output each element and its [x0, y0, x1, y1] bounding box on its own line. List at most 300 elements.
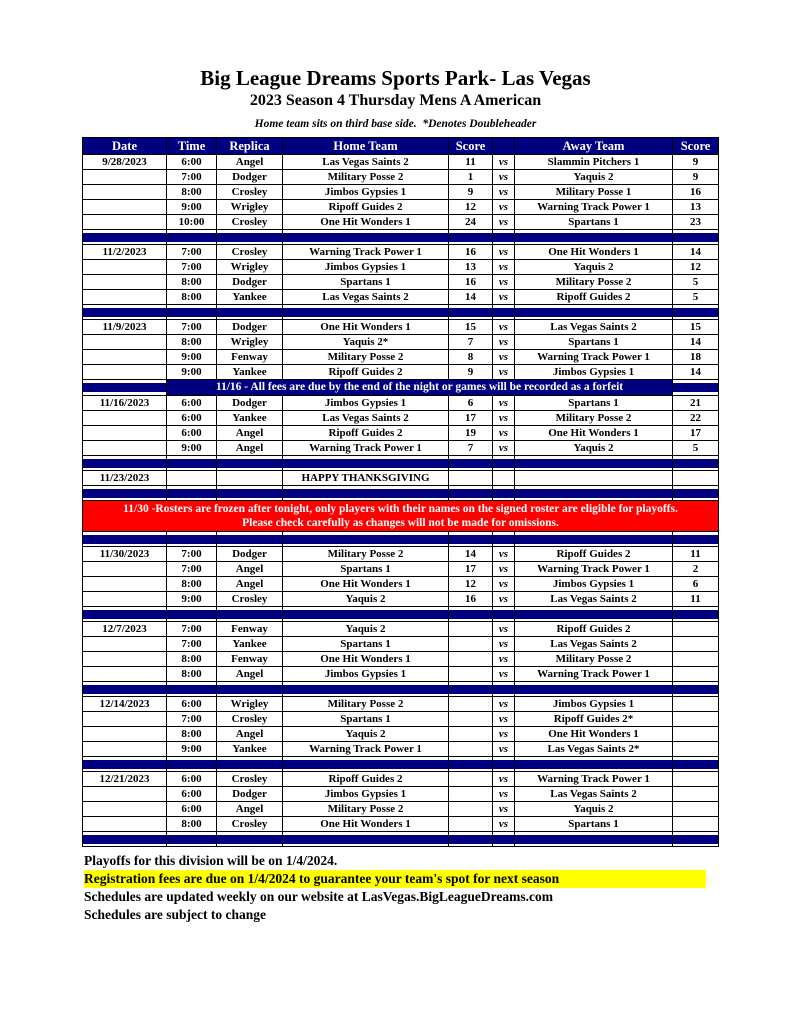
home-team-cell: Spartans 1: [283, 712, 449, 727]
home-team-cell: Las Vegas Saints 2: [283, 155, 449, 170]
game-row: [83, 772, 719, 787]
time-cell: 9:00: [167, 365, 217, 380]
separator-cell: [283, 305, 449, 320]
away-team-cell: Las Vegas Saints 2*: [515, 742, 673, 757]
date-cell: [83, 802, 167, 817]
game-row: [83, 787, 719, 802]
game-row: [83, 817, 719, 832]
home-team-cell: Military Posse 2: [283, 697, 449, 712]
vs-cell: vs: [493, 396, 515, 411]
replica-cell: Angel: [217, 577, 283, 592]
away-score-cell: 13: [673, 200, 719, 215]
separator-cell: [217, 456, 283, 471]
away-team-cell: Las Vegas Saints 2: [515, 787, 673, 802]
replica-cell: Crosley: [217, 712, 283, 727]
date-cell: 12/14/2023: [83, 697, 167, 712]
home-score-cell: 7: [449, 335, 493, 350]
fees-notice-cell: 11/16 - All fees are due by the end of the night or games will be recorded as a forfeit: [167, 380, 673, 396]
home-team-cell: Jimbos Gypsies 1: [283, 396, 449, 411]
separator-cell: [673, 456, 719, 471]
column-header-away-team: Away Team: [515, 138, 673, 155]
separator-cell: [493, 682, 515, 697]
replica-cell: Angel: [217, 667, 283, 682]
vs-cell: vs: [493, 185, 515, 200]
vs-cell: vs: [493, 727, 515, 742]
replica-cell: Fenway: [217, 652, 283, 667]
date-cell: [83, 170, 167, 185]
time-cell: 6:00: [167, 155, 217, 170]
game-row: [83, 350, 719, 365]
home-score-cell: 8: [449, 350, 493, 365]
away-team-cell: Spartans 1: [515, 215, 673, 230]
replica-cell: Crosley: [217, 817, 283, 832]
vs-cell: [493, 471, 515, 486]
separator-cell: [283, 607, 449, 622]
vs-cell: vs: [493, 802, 515, 817]
away-team-cell: Yaquis 2: [515, 170, 673, 185]
separator-cell: [217, 682, 283, 697]
separator-cell: [83, 230, 167, 245]
separator-row: [83, 607, 719, 622]
column-header-date: Date: [83, 138, 167, 155]
separator-cell: [83, 532, 167, 547]
away-team-cell: Jimbos Gypsies 1: [515, 365, 673, 380]
home-score-cell: 12: [449, 200, 493, 215]
away-team-cell: Ripoff Guides 2: [515, 547, 673, 562]
separator-cell: [217, 532, 283, 547]
home-score-cell: 14: [449, 547, 493, 562]
vs-cell: vs: [493, 275, 515, 290]
page-subtitle: 2023 Season 4 Thursday Mens A American: [249, 92, 542, 109]
home-score-cell: 16: [449, 592, 493, 607]
vs-cell: vs: [493, 441, 515, 456]
separator-row: [83, 305, 719, 320]
vs-cell: vs: [493, 622, 515, 637]
time-cell: 7:00: [167, 245, 217, 260]
away-team-cell: [515, 471, 673, 486]
column-header-replica: Replica: [217, 138, 283, 155]
away-team-cell: Las Vegas Saints 2: [515, 320, 673, 335]
away-team-cell: Warning Track Power 1: [515, 350, 673, 365]
home-team-cell: Spartans 1: [283, 562, 449, 577]
replica-cell: Yankee: [217, 411, 283, 426]
away-team-cell: Las Vegas Saints 2: [515, 637, 673, 652]
time-cell: 8:00: [167, 667, 217, 682]
separator-cell: [217, 305, 283, 320]
home-team-cell: Ripoff Guides 2: [283, 772, 449, 787]
separator-cell: [673, 532, 719, 547]
vs-cell: vs: [493, 637, 515, 652]
date-cell: [83, 652, 167, 667]
game-row: [83, 170, 719, 185]
home-score-cell: 15: [449, 320, 493, 335]
away-team-cell: Ripoff Guides 2*: [515, 712, 673, 727]
home-team-cell: One Hit Wonders 1: [283, 215, 449, 230]
away-team-cell: Yaquis 2: [515, 260, 673, 275]
away-score-cell: 17: [673, 426, 719, 441]
separator-cell: [217, 757, 283, 772]
away-score-cell: 16: [673, 185, 719, 200]
separator-cell: [283, 682, 449, 697]
replica-cell: Crosley: [217, 245, 283, 260]
home-team-cell: Warning Track Power 1: [283, 742, 449, 757]
vs-cell: vs: [493, 350, 515, 365]
game-row: [83, 215, 719, 230]
away-score-cell: 22: [673, 411, 719, 426]
game-row: [83, 396, 719, 411]
replica-cell: Wrigley: [217, 200, 283, 215]
game-row: [83, 637, 719, 652]
home-score-cell: 17: [449, 411, 493, 426]
away-score-cell: [673, 787, 719, 802]
separator-cell: [449, 607, 493, 622]
game-row: [83, 185, 719, 200]
home-score-cell: 9: [449, 185, 493, 200]
separator-cell: [673, 607, 719, 622]
separator-row: [83, 682, 719, 697]
home-score-cell: 6: [449, 396, 493, 411]
vs-cell: vs: [493, 290, 515, 305]
home-team-cell: Jimbos Gypsies 1: [283, 185, 449, 200]
away-team-cell: Spartans 1: [515, 335, 673, 350]
replica-cell: Wrigley: [217, 697, 283, 712]
home-team-cell: Jimbos Gypsies 1: [283, 260, 449, 275]
separator-cell: [217, 832, 283, 847]
home-score-cell: [449, 817, 493, 832]
home-score-cell: 9: [449, 365, 493, 380]
away-team-cell: One Hit Wonders 1: [515, 245, 673, 260]
separator-cell: [493, 832, 515, 847]
date-cell: [83, 365, 167, 380]
replica-cell: Fenway: [217, 350, 283, 365]
away-score-cell: 5: [673, 441, 719, 456]
away-team-cell: Ripoff Guides 2: [515, 622, 673, 637]
separator-cell: [167, 682, 217, 697]
home-team-cell: Spartans 1: [283, 275, 449, 290]
column-header-away-score: Score: [673, 138, 719, 155]
replica-cell: Dodger: [217, 320, 283, 335]
home-team-cell: Warning Track Power 1: [283, 441, 449, 456]
separator-cell: [493, 607, 515, 622]
away-score-cell: [673, 697, 719, 712]
replica-cell: Wrigley: [217, 260, 283, 275]
separator-cell: [167, 486, 217, 501]
separator-cell: [449, 682, 493, 697]
date-cell: [83, 290, 167, 305]
date-cell: 11/30/2023: [83, 547, 167, 562]
away-score-cell: 14: [673, 335, 719, 350]
home-score-cell: [449, 697, 493, 712]
separator-cell: [283, 486, 449, 501]
home-team-cell: Las Vegas Saints 2: [283, 411, 449, 426]
away-score-cell: 9: [673, 170, 719, 185]
game-row: [83, 275, 719, 290]
replica-cell: Crosley: [217, 215, 283, 230]
game-row: [83, 365, 719, 380]
home-score-cell: 7: [449, 441, 493, 456]
away-team-cell: Jimbos Gypsies 1: [515, 577, 673, 592]
vs-cell: vs: [493, 335, 515, 350]
separator-row: [83, 532, 719, 547]
time-cell: 7:00: [167, 320, 217, 335]
separator-cell: [217, 607, 283, 622]
replica-cell: Yankee: [217, 290, 283, 305]
home-score-cell: 19: [449, 426, 493, 441]
home-team-cell: Yaquis 2: [283, 622, 449, 637]
away-score-cell: 6: [673, 577, 719, 592]
footer-website-note: Schedules are updated weekly on our website at LasVegas.BigLeagueDreams.com: [84, 889, 554, 904]
separator-cell: [673, 486, 719, 501]
separator-cell: [449, 305, 493, 320]
vs-cell: vs: [493, 365, 515, 380]
away-team-cell: Jimbos Gypsies 1: [515, 697, 673, 712]
separator-row: [83, 486, 719, 501]
separator-cell: [673, 757, 719, 772]
game-row: [83, 712, 719, 727]
away-team-cell: Spartans 1: [515, 396, 673, 411]
vs-cell: vs: [493, 245, 515, 260]
separator-cell: [283, 230, 449, 245]
separator-cell: [515, 607, 673, 622]
date-cell: 11/16/2023: [83, 396, 167, 411]
away-team-cell: Military Posse 2: [515, 275, 673, 290]
time-cell: 8:00: [167, 185, 217, 200]
separator-cell: [515, 486, 673, 501]
separator-cell: [167, 607, 217, 622]
date-cell: [83, 426, 167, 441]
replica-cell: Yankee: [217, 365, 283, 380]
separator-cell: [673, 230, 719, 245]
time-cell: 7:00: [167, 712, 217, 727]
game-row: [83, 155, 719, 170]
vs-cell: vs: [493, 667, 515, 682]
vs-cell: vs: [493, 712, 515, 727]
date-cell: [83, 260, 167, 275]
away-score-cell: 5: [673, 290, 719, 305]
away-score-cell: 23: [673, 215, 719, 230]
replica-cell: [217, 471, 283, 486]
replica-cell: Yankee: [217, 742, 283, 757]
home-score-cell: [449, 742, 493, 757]
vs-cell: vs: [493, 562, 515, 577]
vs-cell: vs: [493, 547, 515, 562]
home-team-cell: Jimbos Gypsies 1: [283, 667, 449, 682]
roster-freeze-notice-line: 11/30 -Rosters are frozen after tonight, only players with their names on the signed roster are eligible for playoffs.: [123, 503, 678, 515]
date-cell: [83, 727, 167, 742]
home-score-cell: [449, 712, 493, 727]
date-cell: 11/2/2023: [83, 245, 167, 260]
game-row: [83, 320, 719, 335]
notice-navy-row: [83, 380, 719, 396]
vs-cell: vs: [493, 652, 515, 667]
vs-cell: vs: [493, 155, 515, 170]
date-cell: [83, 787, 167, 802]
home-score-cell: [449, 802, 493, 817]
game-row: [83, 667, 719, 682]
away-team-cell: One Hit Wonders 1: [515, 727, 673, 742]
notice-edge-cell: [83, 380, 167, 396]
replica-cell: Dodger: [217, 170, 283, 185]
separator-cell: [449, 230, 493, 245]
vs-cell: vs: [493, 170, 515, 185]
replica-cell: Yankee: [217, 637, 283, 652]
home-team-cell: Military Posse 2: [283, 802, 449, 817]
vs-cell: vs: [493, 215, 515, 230]
away-score-cell: 11: [673, 592, 719, 607]
home-team-cell: Las Vegas Saints 2: [283, 290, 449, 305]
home-score-cell: [449, 727, 493, 742]
date-cell: [83, 411, 167, 426]
vs-cell: vs: [493, 200, 515, 215]
time-cell: 9:00: [167, 350, 217, 365]
date-cell: [83, 817, 167, 832]
date-cell: [83, 185, 167, 200]
away-score-cell: [673, 712, 719, 727]
time-cell: 6:00: [167, 787, 217, 802]
replica-cell: Angel: [217, 727, 283, 742]
separator-cell: [83, 456, 167, 471]
vs-cell: vs: [493, 787, 515, 802]
away-score-cell: 5: [673, 275, 719, 290]
date-cell: 9/28/2023: [83, 155, 167, 170]
home-score-cell: 11: [449, 155, 493, 170]
notice-red-row: [83, 501, 719, 532]
game-row: [83, 697, 719, 712]
away-score-cell: 9: [673, 155, 719, 170]
game-row: [83, 802, 719, 817]
time-cell: 6:00: [167, 396, 217, 411]
separator-cell: [515, 532, 673, 547]
separator-cell: [83, 486, 167, 501]
home-team-cell: One Hit Wonders 1: [283, 577, 449, 592]
table-header-row: [83, 138, 719, 155]
away-score-cell: 21: [673, 396, 719, 411]
vs-cell: vs: [493, 411, 515, 426]
home-team-note: Home team sits on third base side. *Denotes Doubleheader: [254, 118, 537, 130]
time-cell: 8:00: [167, 652, 217, 667]
date-cell: [83, 637, 167, 652]
time-cell: 8:00: [167, 577, 217, 592]
away-score-cell: [673, 742, 719, 757]
replica-cell: Angel: [217, 441, 283, 456]
separator-row: [83, 832, 719, 847]
separator-cell: [493, 305, 515, 320]
separator-cell: [283, 757, 449, 772]
game-row: [83, 290, 719, 305]
replica-cell: Angel: [217, 802, 283, 817]
footer-playoffs-note: Playoffs for this division will be on 1/4/2024.: [84, 853, 338, 868]
home-score-cell: 14: [449, 290, 493, 305]
home-team-cell: Military Posse 2: [283, 350, 449, 365]
separator-cell: [493, 456, 515, 471]
home-team-cell: Yaquis 2: [283, 727, 449, 742]
game-row: [83, 547, 719, 562]
vs-cell: vs: [493, 426, 515, 441]
time-cell: 8:00: [167, 727, 217, 742]
time-cell: 6:00: [167, 426, 217, 441]
home-team-cell: Ripoff Guides 2: [283, 200, 449, 215]
time-cell: [167, 471, 217, 486]
home-score-cell: 16: [449, 275, 493, 290]
column-header-home-team: Home Team: [283, 138, 449, 155]
home-team-cell: Spartans 1: [283, 637, 449, 652]
footer-notes: [84, 852, 706, 924]
home-score-cell: [449, 637, 493, 652]
separator-cell: [493, 532, 515, 547]
separator-cell: [515, 305, 673, 320]
replica-cell: Angel: [217, 426, 283, 441]
home-score-cell: 12: [449, 577, 493, 592]
holiday-message-cell: HAPPY THANKSGIVING: [283, 471, 449, 486]
vs-cell: vs: [493, 817, 515, 832]
date-cell: [83, 441, 167, 456]
replica-cell: Angel: [217, 562, 283, 577]
home-score-cell: [449, 622, 493, 637]
vs-cell: vs: [493, 772, 515, 787]
separator-cell: [673, 832, 719, 847]
vs-cell: vs: [493, 742, 515, 757]
separator-cell: [449, 456, 493, 471]
home-score-cell: 1: [449, 170, 493, 185]
separator-cell: [515, 682, 673, 697]
date-cell: 12/7/2023: [83, 622, 167, 637]
away-score-cell: 14: [673, 245, 719, 260]
home-team-cell: Military Posse 2: [283, 547, 449, 562]
home-score-cell: [449, 652, 493, 667]
separator-cell: [493, 230, 515, 245]
date-cell: [83, 200, 167, 215]
footer-subject-to-change-note: Schedules are subject to change: [84, 907, 266, 922]
home-team-cell: Ripoff Guides 2: [283, 365, 449, 380]
separator-cell: [167, 305, 217, 320]
replica-cell: Dodger: [217, 396, 283, 411]
separator-cell: [515, 832, 673, 847]
schedule-table: [82, 137, 719, 847]
time-cell: 7:00: [167, 622, 217, 637]
game-row: [83, 727, 719, 742]
replica-cell: Dodger: [217, 547, 283, 562]
away-score-cell: 18: [673, 350, 719, 365]
time-cell: 7:00: [167, 637, 217, 652]
separator-cell: [493, 486, 515, 501]
separator-cell: [515, 456, 673, 471]
date-cell: [83, 712, 167, 727]
home-team-cell: Warning Track Power 1: [283, 245, 449, 260]
time-cell: 9:00: [167, 441, 217, 456]
away-score-cell: 2: [673, 562, 719, 577]
time-cell: 7:00: [167, 547, 217, 562]
game-row: [83, 592, 719, 607]
vs-cell: vs: [493, 697, 515, 712]
message-row: [83, 471, 719, 486]
date-cell: [83, 350, 167, 365]
away-team-cell: Military Posse 1: [515, 185, 673, 200]
date-cell: [83, 275, 167, 290]
home-score-cell: [449, 667, 493, 682]
separator-cell: [83, 832, 167, 847]
replica-cell: Crosley: [217, 772, 283, 787]
date-cell: [83, 667, 167, 682]
column-header-time: Time: [167, 138, 217, 155]
away-score-cell: [673, 772, 719, 787]
time-cell: 9:00: [167, 592, 217, 607]
separator-cell: [167, 832, 217, 847]
roster-freeze-notice-line: Please check carefully as changes will not be made for omissions.: [242, 517, 559, 529]
notice-edge-cell: [673, 380, 719, 396]
game-row: [83, 335, 719, 350]
separator-cell: [449, 486, 493, 501]
game-row: [83, 426, 719, 441]
